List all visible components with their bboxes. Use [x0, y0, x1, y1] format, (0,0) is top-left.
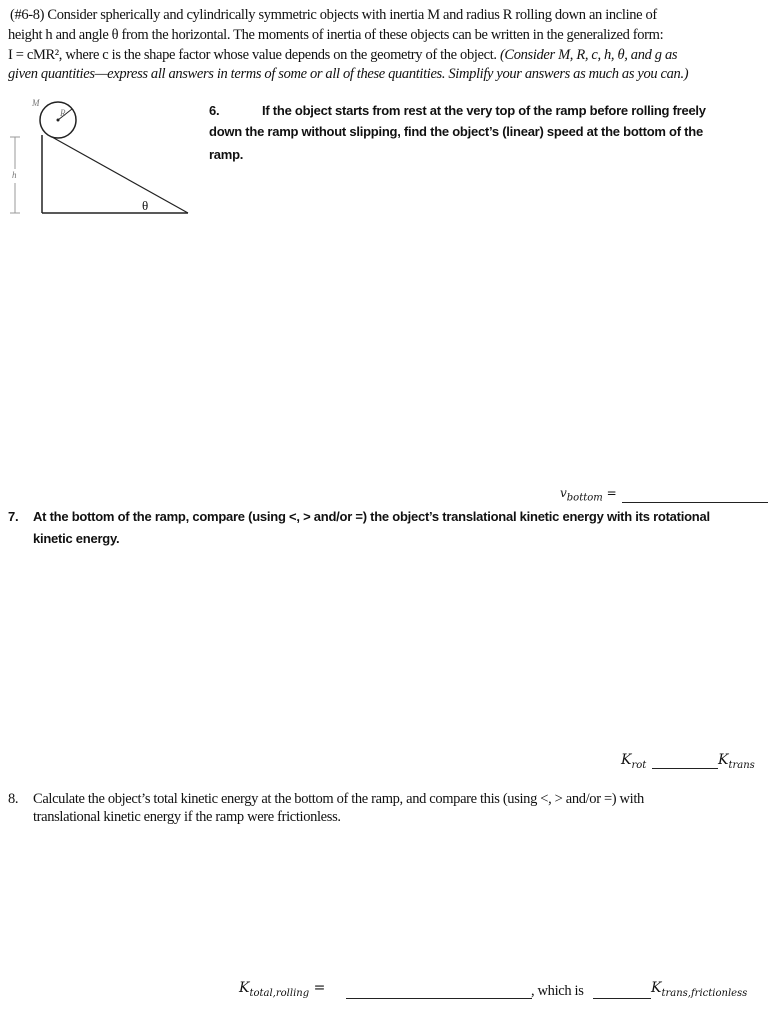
k-rot-label: $K_{rot}$	[621, 752, 647, 771]
q6-line-3: ramp.	[209, 147, 244, 162]
v-bottom-answer-blank[interactable]	[622, 502, 768, 503]
intro-formula: I = cMR², where c is the shape factor whose value depends on the geometry of the object.	[8, 47, 497, 63]
q8-number: 8.	[8, 791, 19, 807]
angle-label: θ	[142, 198, 148, 213]
q6-line-1: If the object starts from rest at the very top of the ramp before rolling freely	[262, 103, 706, 118]
which-is-text: , which is	[531, 983, 584, 999]
k-total-compare-blank[interactable]	[593, 998, 651, 999]
radius-label: R	[60, 108, 66, 118]
k-trans-frictionless-label: $K_{trans,frictionless}$	[651, 980, 748, 999]
q7-line-2: kinetic energy.	[33, 531, 120, 546]
mass-label: M	[32, 98, 40, 108]
intro-line-3	[8, 47, 677, 64]
k-total-answer-blank[interactable]	[346, 998, 532, 999]
k-trans-label: $K_{trans}$	[718, 752, 755, 771]
k-total-rolling-label: $K_{total,rolling}$ =	[239, 980, 326, 999]
q7-number: 7.	[8, 509, 19, 524]
k-compare-blank[interactable]	[652, 768, 718, 769]
intro-line-4: given quantities—express all answers in terms of some or all of these quantities. Simplify your answers as much as you can.)	[8, 66, 689, 82]
center-dot	[57, 119, 60, 122]
ramp-diagram	[0, 95, 200, 225]
ramp-incline	[52, 137, 188, 213]
v-bottom-label: $v_{bottom}$ =	[560, 486, 617, 504]
height-label: h	[12, 170, 17, 180]
q7-line-1: At the bottom of the ramp, compare (using <, > and/or =) the object’s translational kinetic energy with its rotational	[33, 509, 710, 524]
q6-number: 6.	[209, 103, 220, 118]
intro-italic-note: (Consider M, R, c, h, θ, and g as	[499, 47, 678, 63]
q6-line-2: down the ramp without slipping, find the object’s (linear) speed at the bottom of the	[209, 124, 703, 139]
intro-line-1: (#6-8) Consider spherically and cylindrically symmetric objects with inertia M and radius R rolling down an incline of	[10, 7, 657, 23]
intro-line-2: height h and angle θ from the horizontal. The moments of inertia of these objects can be written in the generalized form:	[8, 27, 664, 43]
q8-line-1: Calculate the object’s total kinetic energy at the bottom of the ramp, and compare this (using <, > and/or =) with	[33, 791, 644, 807]
q8-line-2: translational kinetic energy if the ramp were frictionless.	[33, 809, 341, 825]
